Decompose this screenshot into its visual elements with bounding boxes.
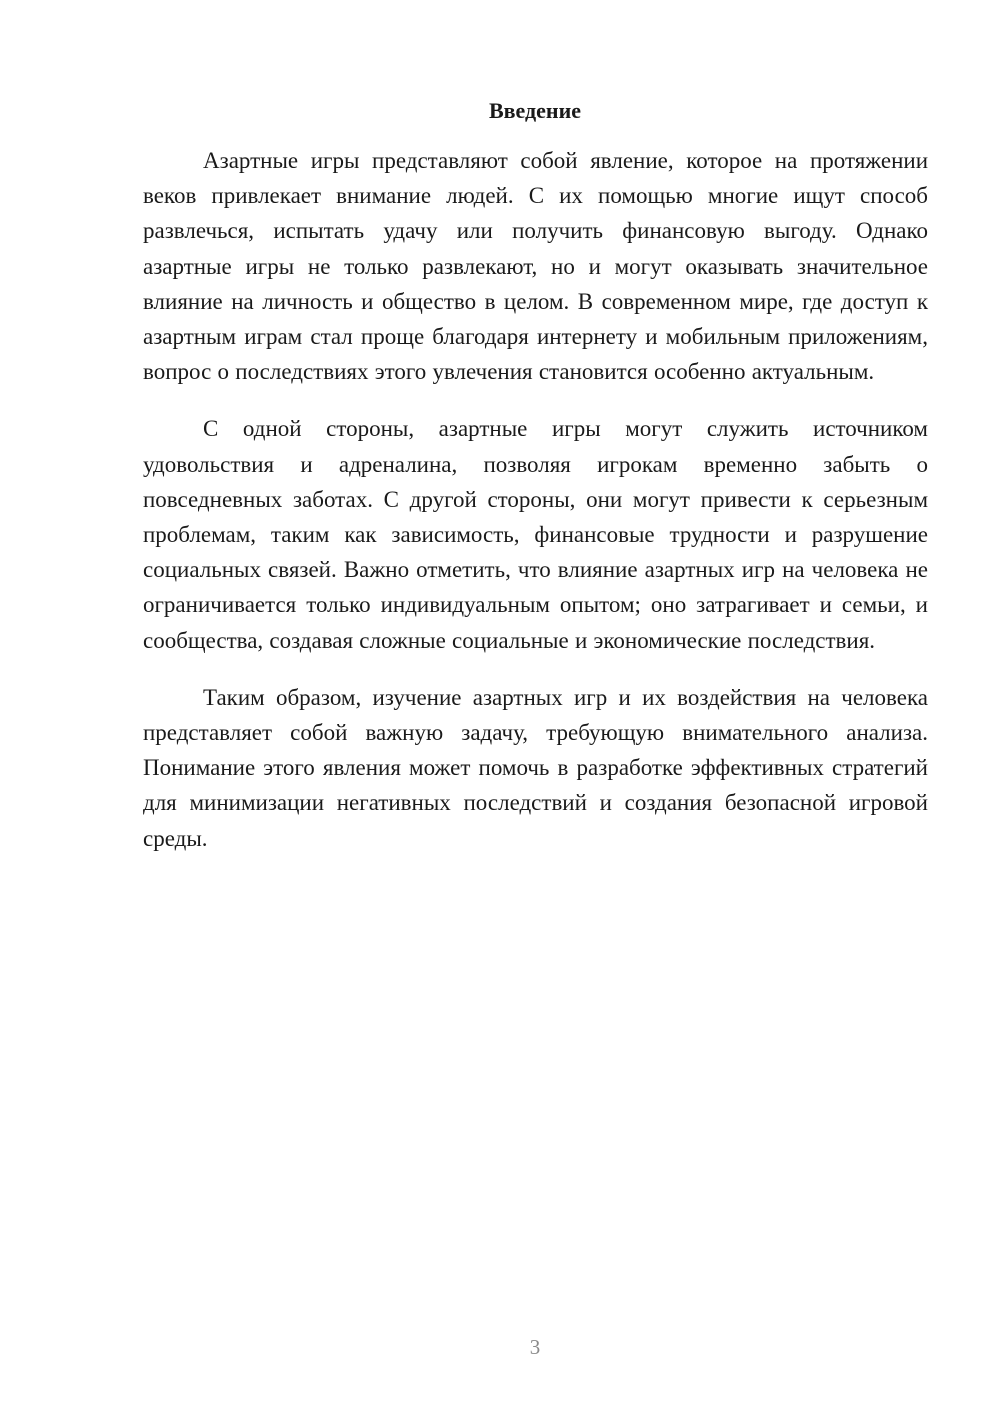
paragraph-3: Таким образом, изучение азартных игр и их воздействия на человека представляет собой важную задачу, требующую внимательного анализа. Понимание этого явления может помочь в разработке эффективных стратегий для минимизации негативных последствий и создания безопасной игровой среды. — [143, 684, 928, 851]
paragraph-1: Азартные игры представляют собой явление, которое на протяжении веков привлекает внимание людей. С их помощью многие ищут способ развлечься, испытать удачу или получить финансовую выгоду. Однако азартные игры не только развлекают, но и могут оказывать значительное влияние на личность и общество в целом. В современном мире, где доступ к азартным играм стал проще благодаря интернету и мобильным приложениям, вопрос о последствиях этого увлечения становится особенно актуальным. — [143, 148, 928, 385]
section-heading: Введение — [488, 98, 582, 123]
paragraph-2: С одной стороны, азартные игры могут служить источником удовольствия и адреналина, позволяя игрокам временно забыть о повседневных заботах. С другой стороны, они могут привести к серьезным проблемам, таким как зависимость, финансовые трудности и разрушение социальных связей. Важно отметить, что влияние азартных игр на человека не ограничивается только индивидуальным опытом; оно затрагивает и семьи, и сообщества, создавая сложные социальные и экономические последствия. — [143, 416, 928, 653]
page-number: 3 — [529, 1335, 541, 1359]
body-text — [143, 143, 928, 878]
